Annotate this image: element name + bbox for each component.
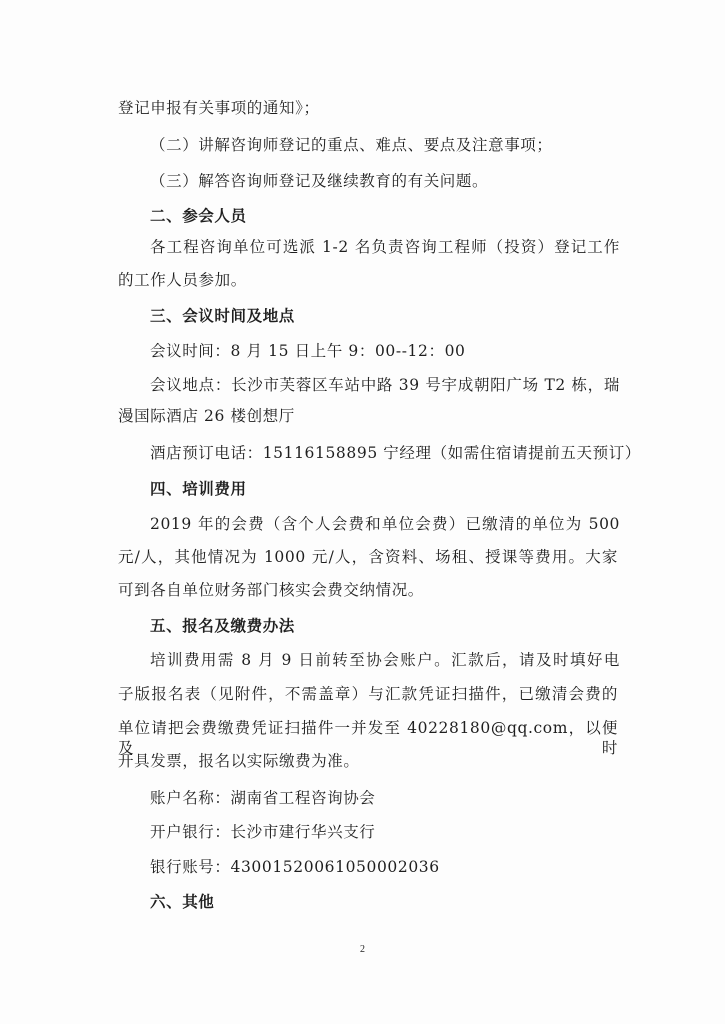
text-line: 酒店预订电话：15116158895 宁经理（如需住宿请提前五天预订） [150, 444, 641, 462]
text-line: 单位请把会费缴费凭证扫描件一并发至 40228180@qq.com，以便及时 [118, 719, 618, 757]
text-line: 会议时间：8 月 15 日上午 9：00--12：00 [150, 342, 466, 360]
text-line: 各工程咨询单位可选派 1-2 名负责咨询工程师（投资）登记工作 [150, 238, 620, 256]
text-line: 银行账号：43001520061050002036 [150, 858, 440, 876]
section-heading: 四、培训费用 [150, 479, 247, 498]
text-line: 开户银行：长沙市建行华兴支行 [150, 823, 376, 841]
text-line: 元/人，其他情况为 1000 元/人，含资料、场租、授课等费用。大家 [118, 548, 618, 566]
page-number: 2 [360, 944, 365, 955]
text-line: 2019 年的会费（含个人会费和单位会费）已缴清的单位为 500 [150, 515, 620, 533]
text-line: 开具发票，报名以实际缴费为准。 [118, 752, 360, 770]
section-heading: 五、报名及缴费办法 [150, 616, 295, 635]
text-line: （二）讲解咨询师登记的重点、难点、要点及注意事项； [150, 136, 553, 154]
text-line: 账户名称：湖南省工程咨询协会 [150, 789, 376, 807]
text-line: 可到各自单位财务部门核实会费交纳情况。 [118, 581, 424, 599]
section-heading: 二、参会人员 [150, 206, 247, 225]
text-line: 登记申报有关事项的通知》； [118, 99, 320, 117]
text-line: 漫国际酒店 26 楼创想厅 [118, 407, 295, 425]
text-line: 会议地点：长沙市芙蓉区车站中路 39 号宇成朝阳广场 T2 栋，瑞 [150, 376, 620, 394]
section-heading: 六、其他 [150, 892, 215, 911]
text-line: 子版报名表（见附件，不需盖章）与汇款凭证扫描件，已缴清会费的 [118, 685, 618, 703]
text-line: 培训费用需 8 月 9 日前转至协会账户。汇款后，请及时填好电 [150, 651, 620, 669]
text-line: （三）解答咨询师登记及继续教育的有关问题。 [150, 172, 489, 190]
text-line: 的工作人员参加。 [118, 271, 247, 289]
section-heading: 三、会议时间及地点 [150, 306, 295, 325]
